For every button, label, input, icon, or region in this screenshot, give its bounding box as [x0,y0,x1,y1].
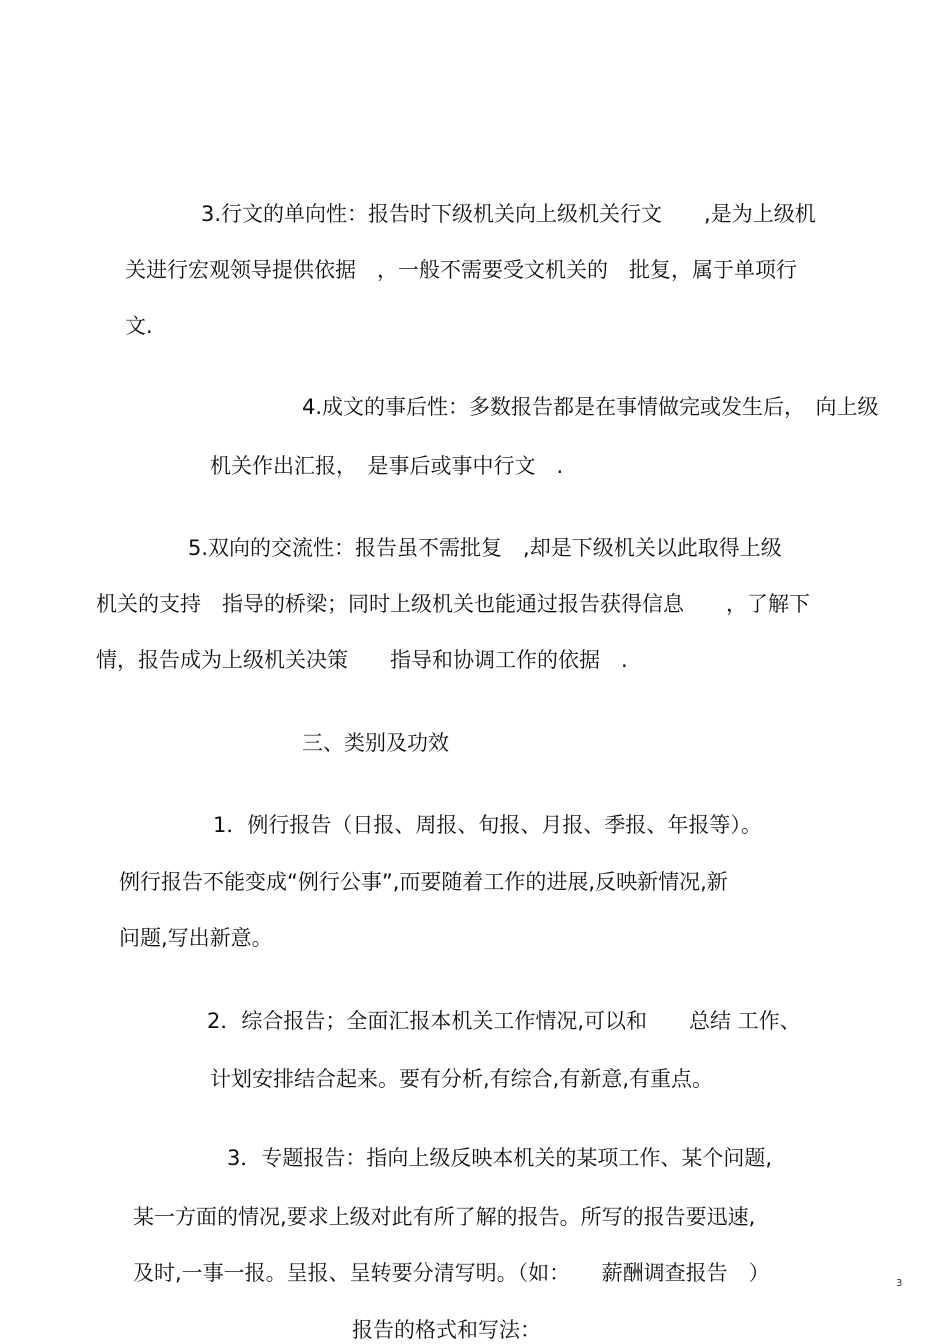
text-line: 某一方面的情况,要求上级对此有所了解的报告。所写的报告要迅速, [133,1205,756,1229]
text-line: 问题,写出新意。 [119,926,273,950]
section-heading-categories: 三、类别及功效 [302,731,449,755]
text-line: 关进行宏观领导提供依据 ，一般不需要受文机关的 批复，属于单项行 [125,258,797,282]
section-heading-format: 报告的格式和写法： [352,1318,541,1342]
text-line: 3.行文的单向性：报告时下级机关向上级机关行文 ,是为上级机 [201,202,816,226]
text-line: 3．专题报告：指向上级反映本机关的某项工作、某个问题, [227,1146,773,1170]
text-line: 文. [125,314,153,338]
page-number: 3 [896,1278,903,1289]
text-line: 5.双向的交流性：报告虽不需批复 ,却是下级机关以此取得上级 [188,536,782,560]
text-line: 情，报告成为上级机关决策 指导和协调工作的依据 . [96,648,628,672]
text-line: 机关作出汇报， 是事后或事中行文 . [210,454,564,478]
text-line: 1．例行报告（日报、周报、旬报、月报、季报、年报等）。 [213,813,762,837]
text-line: 计划安排结合起来。要有分析,有综合,有新意,有重点。 [210,1067,714,1091]
text-line: 及时,一事一报。呈报、呈转要分清写明。（如： 薪酬调查报告 ） [133,1261,770,1285]
text-line: 例行报告不能变成“例行公事”,而要随着工作的进展,反映新情况,新 [119,870,728,894]
text-line: 4.成文的事后性：多数报告都是在事情做完或发生后， 向上级 [302,395,879,419]
text-line: 2．综合报告；全面汇报本机关工作情况,可以和 总结 工作、 [207,1009,801,1033]
text-line: 机关的支持 指导的桥梁；同时上级机关也能通过报告获得信息 ，了解下 [96,592,810,616]
